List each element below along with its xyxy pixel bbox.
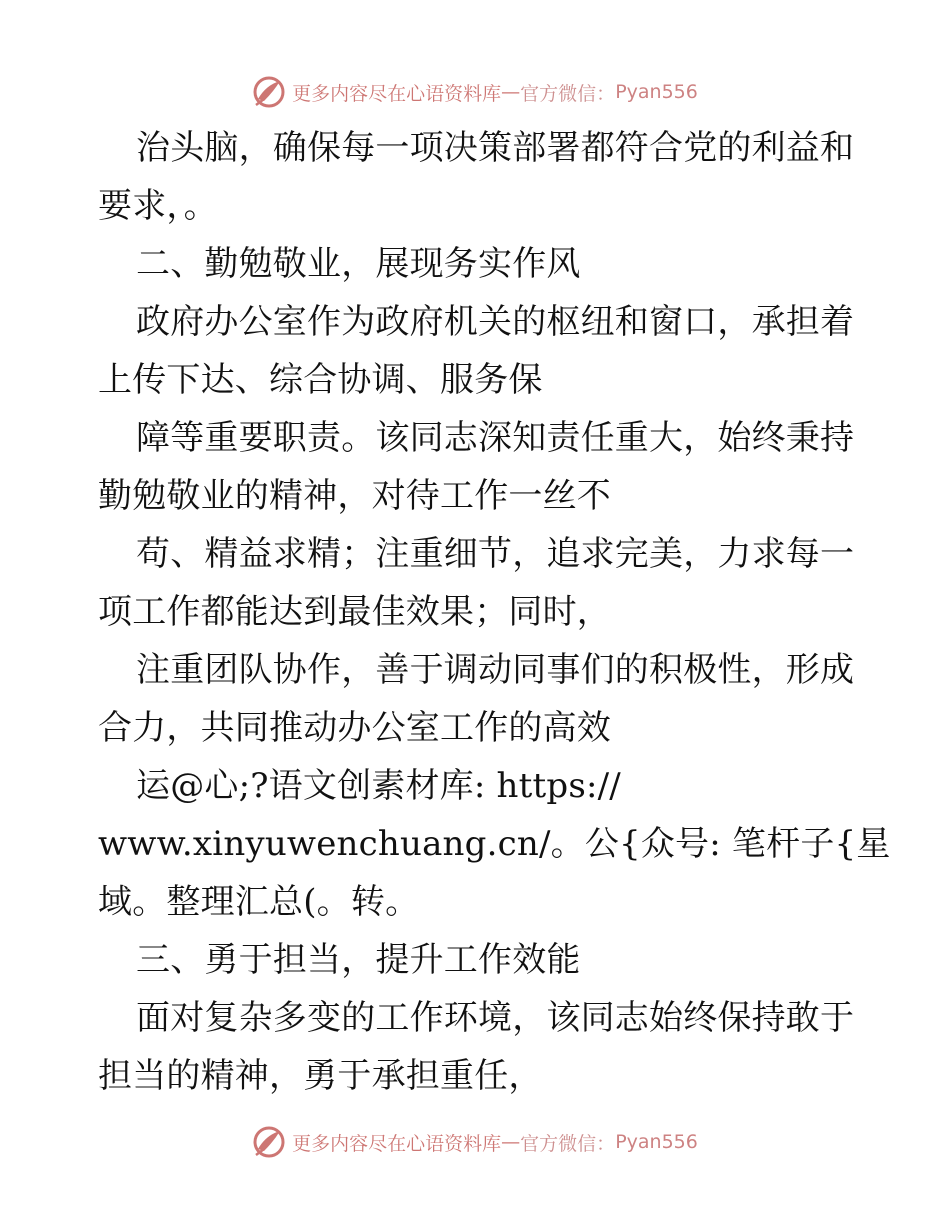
header-wechat-label: 官方微信： bbox=[520, 82, 616, 105]
header-watermark-banner bbox=[0, 72, 950, 112]
header-site-text: 更多内容尽在心语资料库 bbox=[292, 82, 502, 105]
body-line: 上传下达、综合协调、服务保 bbox=[98, 360, 543, 400]
pen-logo-icon bbox=[252, 1125, 286, 1159]
body-line: 治头脑，确保每一项决策部署都符合党的利益和 bbox=[136, 128, 855, 168]
footer-wechat-label: 官方微信： bbox=[520, 1132, 616, 1155]
section-heading: 二、勤勉敬业，展现务实作风 bbox=[136, 244, 581, 284]
body-line: 要求，。 bbox=[98, 186, 218, 226]
header-dash: — bbox=[501, 81, 521, 103]
section-heading: 三、勇于担当，提升工作效能 bbox=[136, 940, 581, 980]
body-line: www.xinyuwenchuang.cn/。公{众号: 笔杆子{星 bbox=[98, 824, 891, 864]
header-wechat-id: Pyan556 bbox=[615, 81, 698, 103]
body-line: 担当的精神，勇于承担重任， bbox=[98, 1056, 543, 1096]
body-line: 面对复杂多变的工作环境，该同志始终保持敢于 bbox=[136, 998, 855, 1038]
body-line: 勤勉敬业的精神，对待工作一丝不 bbox=[98, 476, 611, 516]
body-line: 注重团队协作，善于调动同事们的积极性，形成 bbox=[136, 650, 855, 690]
footer-dash: — bbox=[501, 1131, 521, 1153]
footer-watermark-banner bbox=[0, 1122, 950, 1162]
body-line: 域。整理汇总(。转。 bbox=[98, 882, 420, 922]
footer-site-text: 更多内容尽在心语资料库 bbox=[292, 1132, 502, 1155]
pen-logo-icon bbox=[252, 75, 286, 109]
body-line: 合力，共同推动办公室工作的高效 bbox=[98, 708, 611, 748]
footer-wechat-id: Pyan556 bbox=[615, 1131, 698, 1153]
body-line: 政府办公室作为政府机关的枢纽和窗口，承担着 bbox=[136, 302, 855, 342]
body-line: 运@心;?语文创素材库: https:// bbox=[136, 766, 621, 806]
body-line: 项工作都能达到最佳效果；同时， bbox=[98, 592, 611, 632]
body-line: 障等重要职责。该同志深知责任重大，始终秉持 bbox=[136, 418, 855, 458]
body-line: 苟、精益求精；注重细节，追求完美，力求每一 bbox=[136, 534, 855, 574]
